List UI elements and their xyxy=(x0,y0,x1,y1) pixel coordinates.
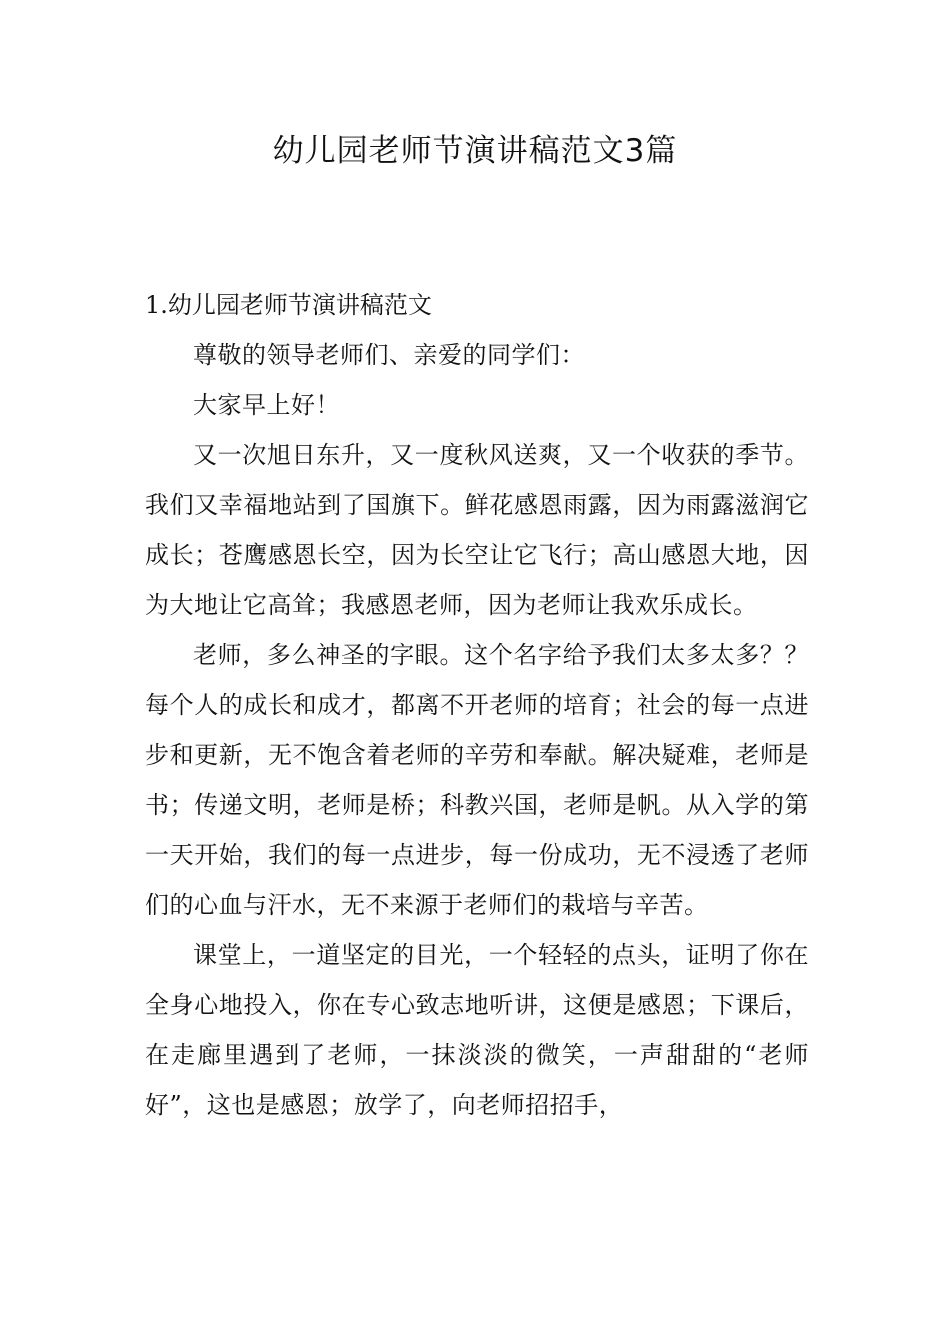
document-body xyxy=(145,280,809,1130)
greeting-paragraph: 大家早上好！ xyxy=(193,391,340,419)
salutation-paragraph: 尊敬的领导老师们、亲爱的同学们： xyxy=(193,341,585,369)
section-heading: 1.幼儿园老师节演讲稿范文 xyxy=(145,291,432,319)
body-paragraph: 课堂上，一道坚定的目光，一个轻轻的点头，证明了你在全身心地投入，你在专心致志地听讲，这便是感恩；下课后，在走廊里遇到了老师，一抹淡淡的微笑，一声甜甜的“老师好”，这也是感恩；放学了，向老师招招手， xyxy=(145,941,809,1119)
body-paragraph: 老师，多么神圣的字眼。这个名字给予我们太多太多？？每个人的成长和成才，都离不开老师的培育；社会的每一点进步和更新，无不饱含着老师的辛劳和奉献。解决疑难，老师是书；传递文明，老师是桥；科教兴国，老师是帆。从入学的第一天开始，我们的每一点进步，每一份成功，无不浸透了老师们的心血与汗水，无不来源于老师们的栽培与辛苦。 xyxy=(145,641,809,919)
document-title: 幼儿园老师节演讲稿范文3篇 xyxy=(272,133,678,169)
body-paragraph: 又一次旭日东升，又一度秋风送爽，又一个收获的季节。我们又幸福地站到了国旗下。鲜花感恩雨露，因为雨露滋润它成长；苍鹰感恩长空，因为长空让它飞行；高山感恩大地，因为大地让它高耸；我感恩老师，因为老师让我欢乐成长。 xyxy=(145,441,809,619)
